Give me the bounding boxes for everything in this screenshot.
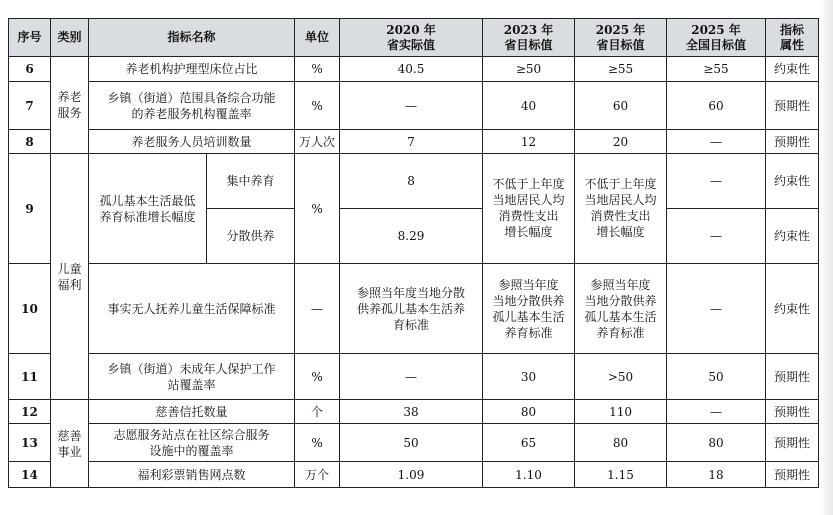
value-2025: 110: [575, 400, 667, 424]
header-2023: [483, 19, 575, 57]
value-2020: [340, 264, 483, 354]
category-child: [51, 154, 89, 400]
category-elderly: [51, 57, 89, 154]
indicator-line: 孤儿基本生活最低: [99, 193, 196, 208]
indicator-line: 站覆盖率: [167, 377, 216, 392]
attr-cell: 预期性: [766, 400, 819, 424]
header-attr-line1: 指标: [780, 22, 805, 37]
value-line: 不低于上年度: [492, 177, 565, 191]
header-row: [9, 19, 819, 57]
attr-cell: 预期性: [766, 462, 819, 488]
value-2025-national: —: [667, 154, 766, 209]
category-line: 事业: [57, 444, 82, 459]
value-2025: [575, 264, 667, 354]
indicator-name: 慈善信托数量: [89, 400, 295, 424]
indicator-line: 志愿服务站点在社区综合服务: [113, 427, 270, 442]
value-2025-national: —: [667, 209, 766, 264]
header-2025-year: 2025 年: [595, 22, 646, 37]
indicator-name: 养老机构护理型床位占比: [89, 57, 295, 82]
row-number: 7: [9, 82, 51, 130]
value-2020: 8: [340, 154, 483, 209]
value-2025: [575, 154, 667, 264]
header-2025n-type: 全国目标值: [686, 37, 747, 52]
category-line: 慈善: [57, 428, 82, 443]
table-row: [9, 264, 819, 354]
value-2023: 12: [483, 130, 575, 154]
value-2025-national: —: [667, 130, 766, 154]
table-row: [9, 130, 819, 154]
header-2025n-year: 2025 年: [691, 22, 741, 37]
value-line: 消费性支出: [498, 209, 559, 223]
unit-cell: 个: [295, 400, 340, 424]
indicator-line: 乡镇（街道）范围具备综合功能: [107, 90, 276, 105]
header-indicator: 指标名称: [89, 19, 295, 57]
value-2025-national: —: [667, 264, 766, 354]
header-2023-year: 2023 年: [503, 22, 554, 37]
header-attr: [766, 19, 819, 57]
value-line: 当地分散供养: [584, 293, 657, 308]
table-row: [9, 462, 819, 488]
indicator-name: [89, 154, 207, 264]
page-edge-shadow: [819, 0, 833, 515]
header-2025: [575, 19, 667, 57]
value-2025-national: 18: [667, 462, 766, 488]
unit-cell: %: [295, 82, 340, 130]
table-row: [9, 82, 819, 130]
value-line: 参照当年度: [498, 277, 559, 292]
value-2025: 1.15: [575, 462, 667, 488]
value-2023: 1.10: [483, 462, 575, 488]
indicator-line: 的养老服务机构覆盖率: [131, 106, 252, 121]
unit-cell: %: [295, 154, 340, 264]
value-line: 参照当年度: [590, 277, 651, 292]
header-2020: [340, 19, 483, 57]
value-2025: >50: [575, 354, 667, 400]
value-2023: [483, 264, 575, 354]
value-line: 养育标准: [504, 325, 553, 340]
unit-cell: 万人次: [295, 130, 340, 154]
value-line: 孤儿基本生活: [584, 309, 657, 324]
value-2025-national: —: [667, 400, 766, 424]
value-2020: 1.09: [340, 462, 483, 488]
value-2023: 65: [483, 424, 575, 462]
category-charity: [51, 400, 89, 488]
attr-cell: 约束性: [766, 57, 819, 82]
value-line: 当地居民人均: [584, 193, 657, 207]
unit-cell: %: [295, 57, 340, 82]
value-2023: 80: [483, 400, 575, 424]
sub-indicator: 集中养育: [207, 154, 295, 209]
value-line: 不低于上年度: [584, 177, 657, 191]
value-2025-national: 60: [667, 82, 766, 130]
unit-cell: %: [295, 354, 340, 400]
value-2020: 38: [340, 400, 483, 424]
value-line: 供养孤儿基本生活养: [357, 301, 466, 316]
value-line: 消费性支出: [590, 209, 651, 223]
value-2023: [483, 154, 575, 264]
attr-cell: 预期性: [766, 424, 819, 462]
header-category: 类别: [51, 19, 89, 57]
indicator-name: 养老服务人员培训数量: [89, 130, 295, 154]
attr-cell: 约束性: [766, 154, 819, 209]
row-number: 14: [9, 462, 51, 488]
row-number: 11: [9, 354, 51, 400]
table-row: [9, 57, 819, 82]
category-line: 福利: [57, 277, 82, 292]
value-2025: 60: [575, 82, 667, 130]
value-line: 增长幅度: [504, 225, 553, 239]
header-2023-type: 省目标值: [504, 37, 553, 52]
value-2025-national: 50: [667, 354, 766, 400]
value-line: 孤儿基本生活: [492, 309, 565, 324]
value-2025: ≥55: [575, 57, 667, 82]
attr-cell: 预期性: [766, 82, 819, 130]
value-line: 增长幅度: [596, 225, 645, 239]
value-2020: 7: [340, 130, 483, 154]
unit-cell: —: [295, 264, 340, 354]
row-number: 6: [9, 57, 51, 82]
indicator-line: 养育标准增长幅度: [99, 209, 196, 224]
value-2023: 30: [483, 354, 575, 400]
value-line: 参照当年度当地分散: [357, 285, 466, 300]
attr-cell: 约束性: [766, 209, 819, 264]
value-line: 当地分散供养: [492, 293, 565, 308]
value-2020: 50: [340, 424, 483, 462]
header-2020-year: 2020 年: [386, 22, 436, 37]
indicator-line: 设施中的覆盖率: [149, 443, 234, 458]
row-number: 8: [9, 130, 51, 154]
value-2023: ≥50: [483, 57, 575, 82]
indicator-name: [89, 424, 295, 462]
row-number: 12: [9, 400, 51, 424]
unit-cell: %: [295, 424, 340, 462]
header-2020-type: 省实际值: [387, 37, 436, 52]
header-2025-national: [667, 19, 766, 57]
header-seq: 序号: [9, 19, 51, 57]
value-2020: 40.5: [340, 57, 483, 82]
value-2020: —: [340, 82, 483, 130]
value-2025: 80: [575, 424, 667, 462]
indicator-table: [8, 18, 819, 488]
value-2025-national: ≥55: [667, 57, 766, 82]
table-row: [9, 424, 819, 462]
sub-indicator: 分散供养: [207, 209, 295, 264]
value-2020: 8.29: [340, 209, 483, 264]
value-2025: 20: [575, 130, 667, 154]
attr-cell: 预期性: [766, 354, 819, 400]
value-line: 当地居民人均: [492, 193, 565, 207]
attr-cell: 约束性: [766, 264, 819, 354]
value-2023: 40: [483, 82, 575, 130]
indicator-line: 乡镇（街道）未成年人保护工作: [107, 361, 276, 376]
value-2020: —: [340, 354, 483, 400]
indicator-name: [89, 354, 295, 400]
indicator-name: [89, 82, 295, 130]
value-2025-national: 80: [667, 424, 766, 462]
category-line: 儿童: [57, 261, 82, 276]
indicator-name: 事实无人抚养儿童生活保障标准: [89, 264, 295, 354]
category-line: 养老: [57, 90, 82, 104]
table-row: [9, 400, 819, 424]
header-attr-line2: 属性: [780, 37, 805, 52]
unit-cell: 万个: [295, 462, 340, 488]
row-number: 9: [9, 154, 51, 264]
table-row: [9, 354, 819, 400]
header-unit: 单位: [295, 19, 340, 57]
indicator-name: 福利彩票销售网点数: [89, 462, 295, 488]
row-number: 13: [9, 424, 51, 462]
value-line: 养育标准: [596, 325, 645, 340]
row-number: 10: [9, 264, 51, 354]
category-line: 服务: [57, 106, 82, 120]
value-line: 育标准: [393, 317, 430, 332]
attr-cell: 预期性: [766, 130, 819, 154]
table-row: [9, 154, 819, 209]
header-2025-type: 省目标值: [596, 37, 645, 52]
